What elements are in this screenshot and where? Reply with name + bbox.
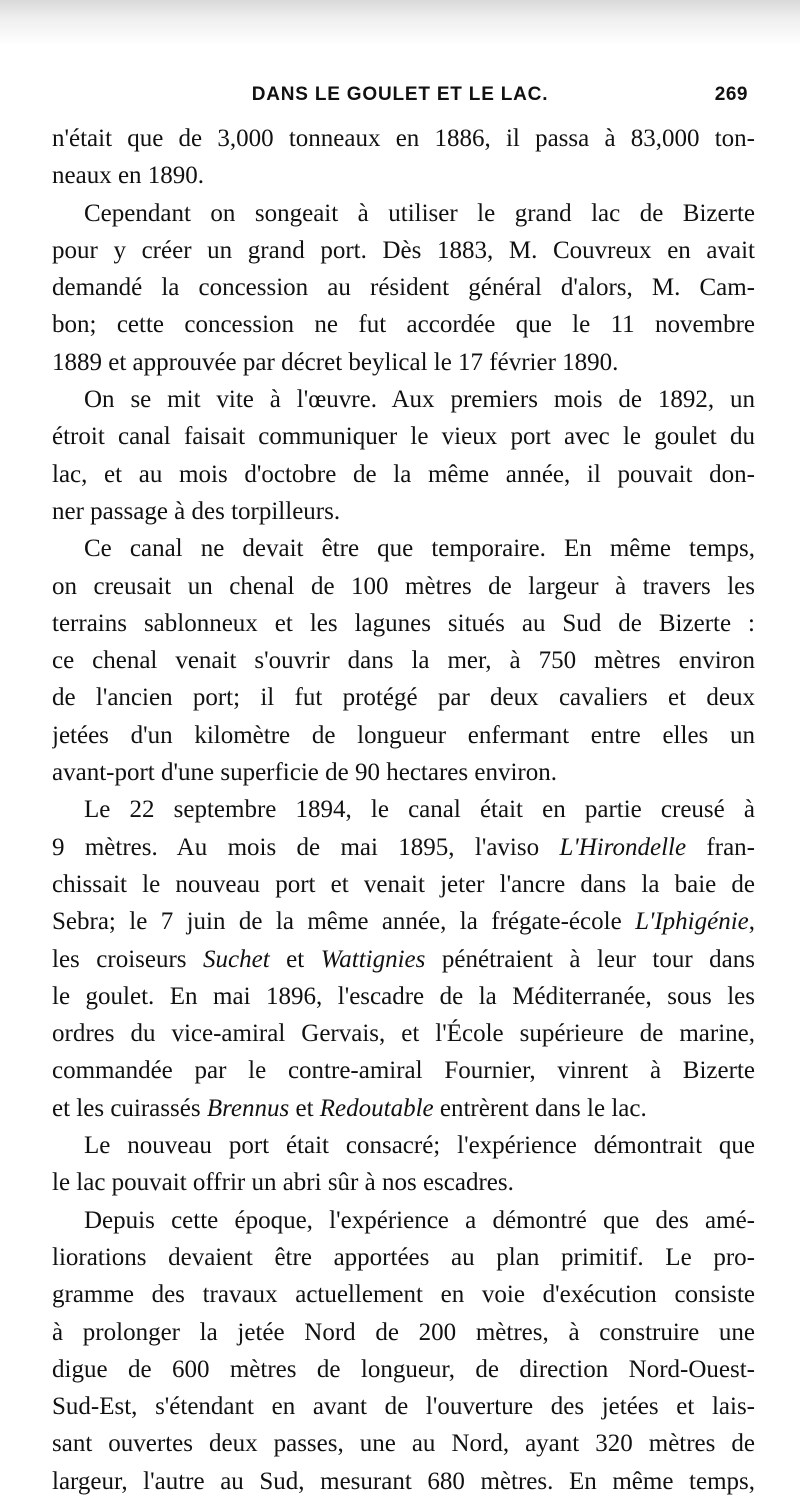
text-line: on creusait un chenal de 100 mètres de largeur à travers les (52, 572, 755, 600)
text-line: commandée par le contre-amiral Fournier, vinrent à Bizerte (52, 1057, 755, 1085)
ship-name: Redoutable (319, 1094, 434, 1122)
ship-name: Brennus (206, 1094, 290, 1122)
text-line: Ce canal ne devait être que temporaire. En même temps, (84, 535, 755, 563)
text-line: à prolonger la jetée Nord de 200 mètres, à construire une (52, 1318, 755, 1346)
text-line: lac, et au mois d'octobre de la même année, il pouvait don- (52, 460, 755, 488)
ship-name: Wattignies (320, 945, 426, 973)
text-line: ner passage à des torpilleurs. (52, 497, 341, 525)
text-line: Sud-Est, s'étendant en avant de l'ouverture des jetées et lais- (52, 1393, 755, 1421)
text-line: Cependant on songeait à utiliser le grand lac de Bizerte (84, 199, 755, 227)
scan-top-edge (0, 0, 800, 46)
text-line: sant ouvertes deux passes, une au Nord, ayant 320 mètres de (52, 1430, 755, 1458)
text-line: 1889 et approuvée par décret beylical le 17 février 1890. (52, 348, 619, 376)
text-line: jetées d'un kilomètre de longueur enfermant entre elles un (52, 721, 755, 749)
text-line: le lac pouvait offrir un abri sûr à nos escadres. (52, 1169, 514, 1197)
text-line: pour y créer un grand port. Dès 1883, M. Couvreux en avait (52, 236, 755, 264)
text-line: bon; cette concession ne fut accordée que le 11 novembre (52, 311, 755, 339)
text-line: et les cuirassés Brennus et Redoutable entrèrent dans le lac. (52, 1094, 647, 1122)
text-line: neaux en 1890. (52, 162, 205, 190)
text-line: ce chenal venait s'ouvrir dans la mer, à 750 mètres environ (52, 647, 755, 675)
text-line: n'était que de 3,000 tonneaux en 1886, il passa à 83,000 ton- (52, 125, 755, 152)
text-line: chissait le nouveau port et venait jeter l'ancre dans la baie de (52, 870, 755, 898)
text-line: avant-port d'une superficie de 90 hectares environ. (52, 759, 557, 787)
text-line: On se mit vite à l'œuvre. Aux premiers mois de 1892, un (84, 386, 755, 414)
ship-name: L'Hirondelle (559, 833, 687, 861)
text-line: demandé la concession au résident général d'alors, M. Cam- (52, 274, 755, 302)
text-line: largeur, l'autre au Sud, mesurant 680 mètres. En même temps, (52, 1467, 755, 1495)
text-line: Le 22 septembre 1894, le canal était en partie creusé à (84, 796, 755, 824)
text-line: étroit canal faisait communiquer le vieux port avec le goulet du (52, 423, 755, 451)
running-title: DANS LE GOULET ET LE LAC. (251, 84, 549, 105)
running-header (52, 84, 748, 114)
text-line: ordres du vice-amiral Gervais, et l'École supérieure de marine, (52, 1020, 755, 1048)
text-line: Depuis cette époque, l'expérience a démontré que des amé- (84, 1206, 755, 1234)
text-line: de l'ancien port; il fut protégé par deux cavaliers et deux (52, 684, 755, 712)
text-line: liorations devaient être apportées au plan primitif. Le pro- (52, 1243, 755, 1271)
text-line: 9 mètres. Au mois de mai 1895, l'aviso L'Hirondelle fran- (52, 833, 755, 861)
page-number: 269 (714, 84, 748, 105)
text-line: le goulet. En mai 1896, l'escadre de la Méditerranée, sous les (52, 982, 755, 1010)
text-line: gramme des travaux actuellement en voie d'exécution consiste (52, 1281, 755, 1309)
text-line: digue de 600 mètres de longueur, de direction Nord-Ouest- (52, 1355, 755, 1383)
ship-name: Suchet (203, 945, 270, 973)
text-line: les croiseurs Suchet et Wattignies pénétraient à leur tour dans (52, 945, 755, 973)
ship-name: L'Iphigénie (635, 908, 749, 936)
body-text (52, 120, 755, 1500)
text-line: Le nouveau port était consacré; l'expérience démontrait que (84, 1132, 755, 1160)
text-line: terrains sablonneux et les lagunes situés au Sud de Bizerte : (52, 609, 755, 637)
text-line: Sebra; le 7 juin de la même année, la frégate-école L'Iphigénie, (52, 908, 755, 936)
